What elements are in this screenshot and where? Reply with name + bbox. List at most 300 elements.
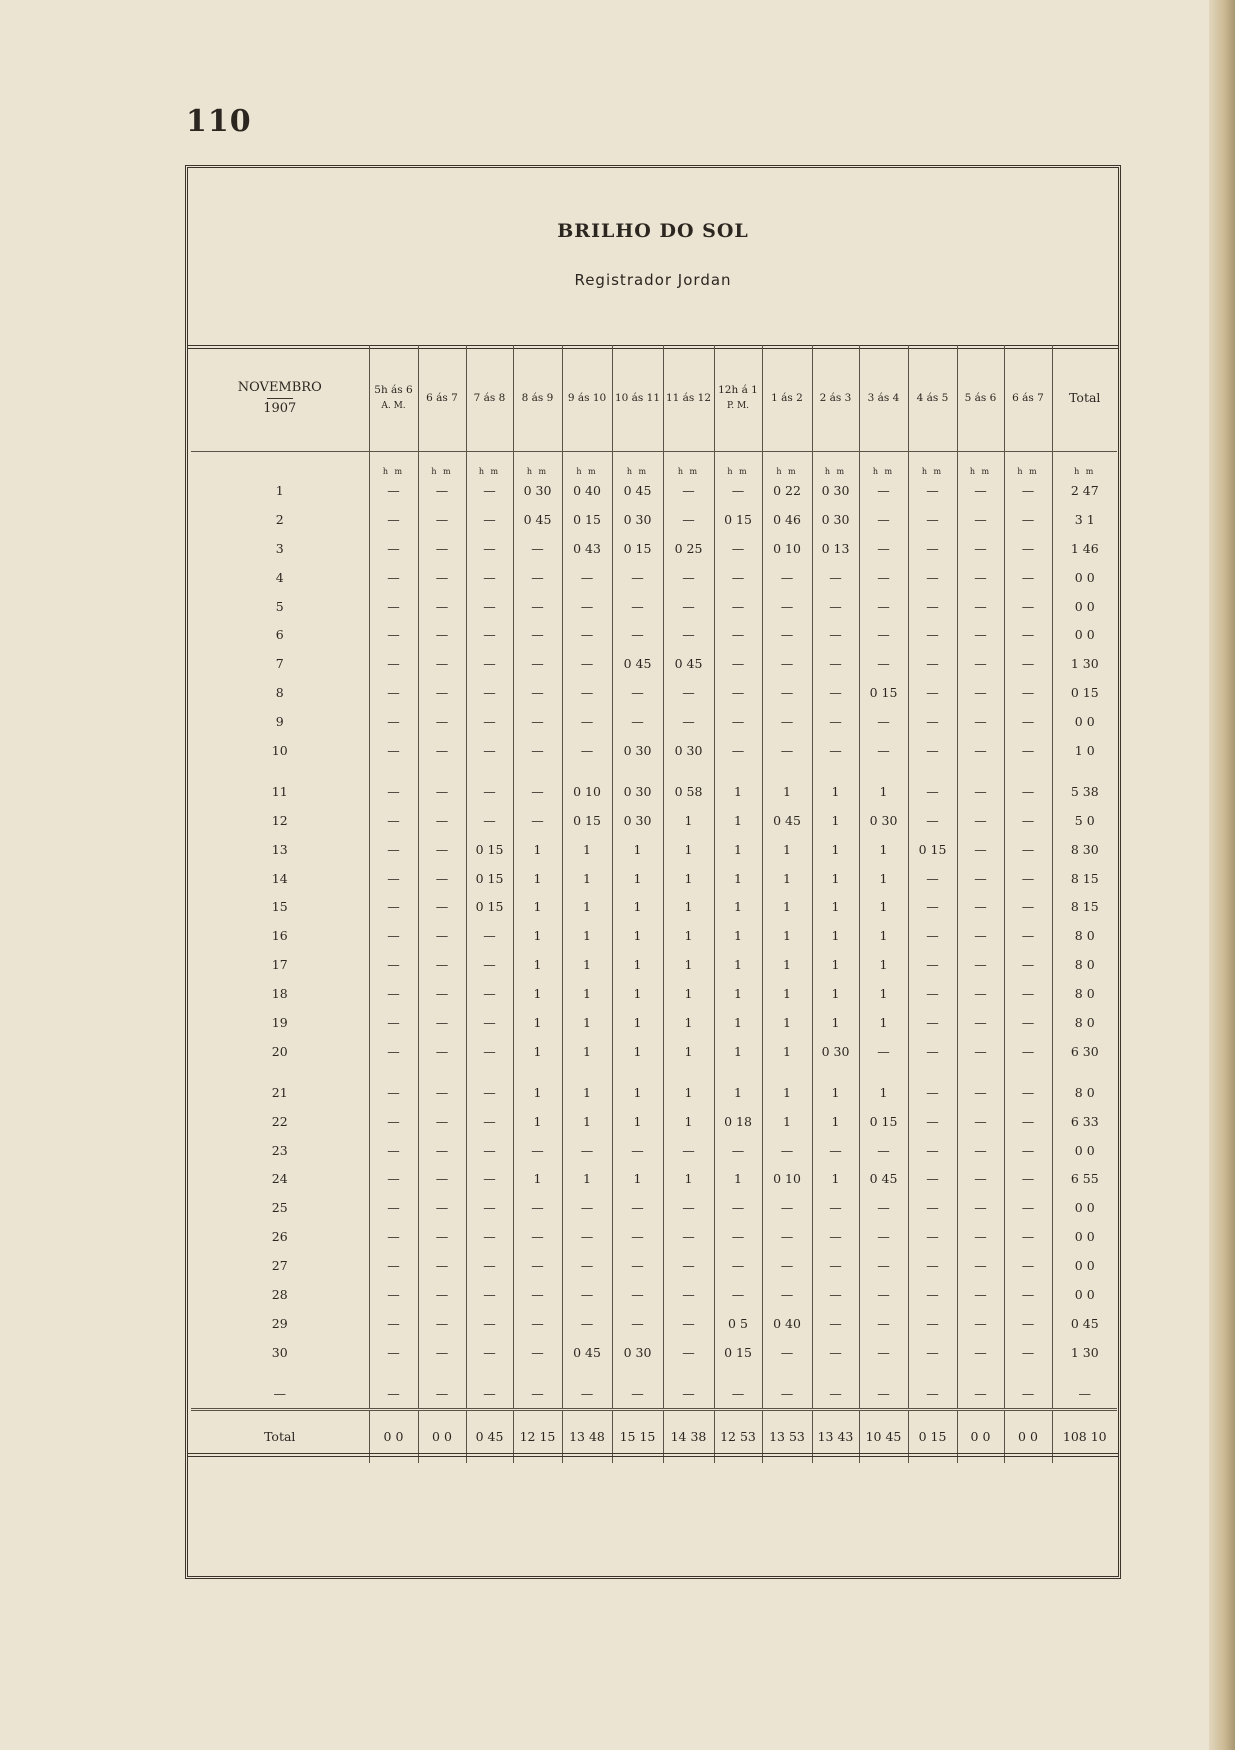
value-cell: — <box>859 534 908 563</box>
value-cell: — <box>466 592 513 621</box>
total-row-label: Total <box>191 1409 369 1463</box>
value-cell: — <box>418 1008 466 1037</box>
value-cell: 1 <box>612 979 663 1008</box>
table-row <box>191 534 1117 563</box>
day-cell: 22 <box>271 1113 288 1129</box>
value-cell: — <box>812 620 859 649</box>
value-cell: — <box>418 1107 466 1136</box>
value-cell: — <box>369 1107 418 1136</box>
value-cell: 1 <box>513 1037 562 1066</box>
unit-label: h m <box>1004 452 1052 477</box>
total-cell: 12 15 <box>513 1409 562 1463</box>
day-cell: 21 <box>271 1084 288 1100</box>
value-cell: — <box>859 649 908 678</box>
value-cell: 0 45 <box>859 1164 908 1193</box>
value-cell: — <box>466 1136 513 1165</box>
value-cell: — <box>1004 1037 1052 1066</box>
column-label: 10 ás 11 <box>614 392 661 404</box>
day-cell: — <box>273 1385 286 1401</box>
value-cell: 1 <box>663 1107 714 1136</box>
column-label: 6 ás 7 <box>1012 392 1044 404</box>
value-cell: — <box>513 678 562 707</box>
value-cell: — <box>369 620 418 649</box>
value-cell: — <box>812 1136 859 1165</box>
value-cell: — <box>369 835 418 864</box>
value-cell: — <box>1004 1338 1052 1367</box>
value-cell: — <box>369 765 418 806</box>
value-cell: — <box>466 921 513 950</box>
value-cell: — <box>1004 835 1052 864</box>
value-cell: — <box>466 1222 513 1251</box>
day-cell: 15 <box>271 899 288 915</box>
value-cell: — <box>369 678 418 707</box>
value-cell: — <box>812 736 859 765</box>
value-cell: — <box>466 563 513 592</box>
day-cell: 12 <box>271 812 288 828</box>
value-cell: — <box>957 950 1004 979</box>
total-cell: 13 48 <box>562 1409 612 1463</box>
value-cell: — <box>957 835 1004 864</box>
table-row <box>191 950 1117 979</box>
value-cell: — <box>466 1251 513 1280</box>
value-cell: — <box>369 534 418 563</box>
value-cell: 1 <box>812 864 859 893</box>
value-cell: — <box>714 649 762 678</box>
value-cell: — <box>859 1193 908 1222</box>
value-cell: — <box>859 505 908 534</box>
value-cell: 1 <box>714 921 762 950</box>
day-cell: 14 <box>271 870 288 886</box>
column-header <box>812 345 859 452</box>
value-cell: — <box>714 1251 762 1280</box>
value-cell: 1 <box>812 1066 859 1107</box>
value-cell: — <box>908 1193 957 1222</box>
value-cell: — <box>908 921 957 950</box>
value-cell: — <box>957 979 1004 1008</box>
month-header: NOVEMBRO <box>237 379 322 395</box>
column-label: 2 ás 3 <box>819 392 852 404</box>
header-row <box>191 345 1117 452</box>
value-cell: — <box>466 736 513 765</box>
value-cell: — <box>663 592 714 621</box>
day-cell: 18 <box>271 986 288 1002</box>
value-cell: 0 15 <box>908 835 957 864</box>
month-header-cell <box>191 345 369 452</box>
value-cell: — <box>466 534 513 563</box>
value-cell: 1 <box>859 835 908 864</box>
value-cell: — <box>663 1309 714 1338</box>
day-cell: 30 <box>271 1344 288 1360</box>
value-cell: — <box>957 678 1004 707</box>
value-cell: 0 45 <box>762 806 812 835</box>
value-cell: — <box>513 534 562 563</box>
value-cell: — <box>369 707 418 736</box>
value-cell: — <box>957 1251 1004 1280</box>
value-cell: — <box>369 563 418 592</box>
value-cell: 0 15 <box>714 505 762 534</box>
value-cell: — <box>612 620 663 649</box>
value-cell: — <box>418 1193 466 1222</box>
unit-row <box>191 452 1117 477</box>
table-row <box>191 1107 1117 1136</box>
value-cell: 1 <box>714 864 762 893</box>
total-cell: 0 0 <box>418 1409 466 1463</box>
value-cell: — <box>1052 1367 1117 1409</box>
value-cell: 0 30 <box>859 806 908 835</box>
value-cell: — <box>663 563 714 592</box>
value-cell: — <box>714 678 762 707</box>
value-cell: 1 <box>663 1008 714 1037</box>
value-cell: — <box>714 620 762 649</box>
value-cell: — <box>762 736 812 765</box>
value-cell: — <box>812 678 859 707</box>
value-cell: — <box>957 806 1004 835</box>
value-cell: 1 <box>663 1037 714 1066</box>
table-row <box>191 892 1117 921</box>
value-cell: 1 30 <box>1052 649 1117 678</box>
value-cell: 0 15 <box>562 505 612 534</box>
day-cell: 27 <box>271 1258 288 1274</box>
value-cell: 1 <box>612 921 663 950</box>
value-cell: — <box>369 1193 418 1222</box>
value-cell: 1 <box>859 921 908 950</box>
value-cell: — <box>562 1193 612 1222</box>
value-cell: 1 <box>562 835 612 864</box>
value-cell: — <box>908 806 957 835</box>
value-cell: — <box>466 707 513 736</box>
value-cell: 1 <box>513 835 562 864</box>
value-cell: — <box>1004 649 1052 678</box>
value-cell: 1 <box>812 950 859 979</box>
value-cell: 6 33 <box>1052 1107 1117 1136</box>
value-cell: — <box>1004 1251 1052 1280</box>
column-label: 11 ás 12 <box>665 392 712 404</box>
value-cell: 1 <box>762 892 812 921</box>
value-cell: — <box>369 476 418 505</box>
value-cell: — <box>663 678 714 707</box>
day-cell: 26 <box>271 1229 288 1245</box>
value-cell: — <box>513 1309 562 1338</box>
value-cell: 5 38 <box>1052 765 1117 806</box>
column-label: 4 ás 5 <box>916 392 949 404</box>
value-cell: — <box>908 620 957 649</box>
table-row <box>191 592 1117 621</box>
table-row <box>191 736 1117 765</box>
column-header <box>957 345 1004 452</box>
value-cell: — <box>908 1251 957 1280</box>
value-cell: 0 15 <box>1052 678 1117 707</box>
value-cell: 0 10 <box>762 534 812 563</box>
value-cell: — <box>562 1251 612 1280</box>
column-sublabel: P. M. <box>726 401 750 411</box>
table-row <box>191 1193 1117 1222</box>
value-cell: 1 <box>513 864 562 893</box>
value-cell: — <box>859 707 908 736</box>
value-cell: — <box>908 1367 957 1409</box>
value-cell: — <box>513 806 562 835</box>
value-cell: 1 <box>663 835 714 864</box>
day-cell: 29 <box>271 1315 288 1331</box>
total-cell: 13 43 <box>812 1409 859 1463</box>
value-cell: 1 <box>812 921 859 950</box>
day-cell: 20 <box>271 1043 288 1059</box>
value-cell: 1 <box>762 1037 812 1066</box>
value-cell: — <box>957 505 1004 534</box>
value-cell: — <box>957 1280 1004 1309</box>
value-cell: — <box>714 476 762 505</box>
value-cell: 0 0 <box>1052 1251 1117 1280</box>
value-cell: 1 <box>663 864 714 893</box>
value-cell: — <box>812 1367 859 1409</box>
value-cell: — <box>1004 707 1052 736</box>
value-cell: 8 0 <box>1052 979 1117 1008</box>
value-cell: — <box>1004 1008 1052 1037</box>
value-cell: — <box>859 1136 908 1165</box>
value-cell: 1 <box>812 1164 859 1193</box>
unit-label: h m <box>418 452 466 477</box>
value-cell: — <box>1004 1066 1052 1107</box>
value-cell: — <box>466 979 513 1008</box>
unit-label: h m <box>859 452 908 477</box>
value-cell: — <box>663 1338 714 1367</box>
value-cell: — <box>562 1222 612 1251</box>
value-cell: — <box>418 1136 466 1165</box>
value-cell: 0 0 <box>1052 1193 1117 1222</box>
value-cell: 0 40 <box>762 1309 812 1338</box>
value-cell: — <box>957 563 1004 592</box>
value-cell: 1 <box>812 835 859 864</box>
value-cell: — <box>562 678 612 707</box>
value-cell: — <box>663 1367 714 1409</box>
value-cell: 1 <box>714 765 762 806</box>
value-cell: 0 30 <box>612 765 663 806</box>
value-cell: — <box>957 1367 1004 1409</box>
value-cell: 1 <box>663 892 714 921</box>
value-cell: — <box>562 707 612 736</box>
table-row <box>191 1164 1117 1193</box>
value-cell: — <box>466 1280 513 1309</box>
value-cell: — <box>859 1309 908 1338</box>
value-cell: 1 <box>762 921 812 950</box>
total-cell: 13 53 <box>762 1409 812 1463</box>
value-cell: — <box>1004 1367 1052 1409</box>
value-cell: — <box>369 950 418 979</box>
value-cell: — <box>812 592 859 621</box>
value-cell: — <box>418 736 466 765</box>
value-cell: — <box>1004 979 1052 1008</box>
table-row <box>191 921 1117 950</box>
value-cell: 0 30 <box>513 476 562 505</box>
value-cell: — <box>663 707 714 736</box>
day-cell: 8 <box>275 685 284 701</box>
value-cell: 1 <box>562 950 612 979</box>
value-cell: — <box>714 592 762 621</box>
value-cell: — <box>957 892 1004 921</box>
value-cell: — <box>513 592 562 621</box>
value-cell: — <box>957 864 1004 893</box>
value-cell: 1 0 <box>1052 736 1117 765</box>
value-cell: 1 <box>859 765 908 806</box>
value-cell: — <box>1004 563 1052 592</box>
value-cell: — <box>762 592 812 621</box>
day-cell: 19 <box>271 1014 288 1030</box>
value-cell: — <box>1004 1164 1052 1193</box>
value-cell: 0 45 <box>663 649 714 678</box>
value-cell: — <box>957 1107 1004 1136</box>
value-cell: 1 <box>562 1008 612 1037</box>
value-cell: — <box>466 649 513 678</box>
value-cell: — <box>957 1309 1004 1338</box>
value-cell: — <box>762 1222 812 1251</box>
value-cell: — <box>418 892 466 921</box>
value-cell: 1 <box>714 1008 762 1037</box>
value-cell: 1 <box>859 1008 908 1037</box>
page-subtitle: Registrador Jordan <box>574 271 732 289</box>
value-cell: — <box>1004 1309 1052 1338</box>
value-cell: — <box>466 1367 513 1409</box>
unit-label: h m <box>513 452 562 477</box>
value-cell: — <box>562 1280 612 1309</box>
value-cell: 1 <box>714 950 762 979</box>
value-cell: — <box>466 1164 513 1193</box>
value-cell: 1 <box>714 1066 762 1107</box>
day-cell: 11 <box>271 783 288 799</box>
value-cell: — <box>562 736 612 765</box>
value-cell: 8 30 <box>1052 835 1117 864</box>
value-cell: — <box>762 707 812 736</box>
page-title: BRILHO DO SOL <box>557 220 749 242</box>
column-header <box>762 345 812 452</box>
value-cell: — <box>1004 950 1052 979</box>
value-cell: — <box>369 1309 418 1338</box>
unit-label: h m <box>812 452 859 477</box>
value-cell: — <box>369 1037 418 1066</box>
value-cell: — <box>562 620 612 649</box>
value-cell: 1 30 <box>1052 1338 1117 1367</box>
day-cell: 2 <box>275 511 284 527</box>
day-cell: 4 <box>275 569 284 585</box>
table-row <box>191 476 1117 505</box>
column-label: 8 ás 9 <box>521 392 554 404</box>
day-cell: 28 <box>271 1286 288 1302</box>
value-cell: — <box>957 921 1004 950</box>
value-cell: — <box>369 1280 418 1309</box>
value-cell: — <box>418 1164 466 1193</box>
value-cell: 0 30 <box>812 505 859 534</box>
value-cell: 0 0 <box>1052 620 1117 649</box>
table-row <box>191 1367 1117 1409</box>
value-cell: 0 13 <box>812 534 859 563</box>
day-cell: 17 <box>271 957 288 973</box>
table-row <box>191 707 1117 736</box>
column-header <box>859 345 908 452</box>
total-cell: 0 0 <box>1004 1409 1052 1463</box>
value-cell: 1 <box>663 921 714 950</box>
value-cell: 8 0 <box>1052 950 1117 979</box>
value-cell: — <box>1004 921 1052 950</box>
value-cell: — <box>957 1164 1004 1193</box>
value-cell: 0 30 <box>663 736 714 765</box>
table-row <box>191 1037 1117 1066</box>
value-cell: 0 15 <box>714 1338 762 1367</box>
value-cell: — <box>418 950 466 979</box>
value-cell: 1 <box>714 835 762 864</box>
table-row <box>191 806 1117 835</box>
value-cell: — <box>1004 1107 1052 1136</box>
value-cell: 0 45 <box>612 476 663 505</box>
column-header <box>714 345 762 452</box>
value-cell: 0 25 <box>663 534 714 563</box>
value-cell: — <box>762 1367 812 1409</box>
value-cell: — <box>612 1367 663 1409</box>
table-body <box>191 452 1117 1410</box>
value-cell: — <box>663 476 714 505</box>
value-cell: — <box>513 1367 562 1409</box>
value-cell: — <box>369 1008 418 1037</box>
column-label: 9 ás 10 <box>567 392 607 404</box>
value-cell: 1 <box>812 892 859 921</box>
value-cell: — <box>908 476 957 505</box>
table-row <box>191 835 1117 864</box>
value-cell: — <box>908 892 957 921</box>
day-cell: 1 <box>275 482 284 498</box>
value-cell: — <box>513 1280 562 1309</box>
table-wrap <box>191 345 1115 1453</box>
value-cell: — <box>418 592 466 621</box>
value-cell: — <box>612 678 663 707</box>
value-cell: — <box>466 505 513 534</box>
value-cell: 1 <box>663 950 714 979</box>
column-sublabel: A. M. <box>381 401 406 411</box>
value-cell: 0 30 <box>612 736 663 765</box>
value-cell: — <box>957 534 1004 563</box>
value-cell: — <box>859 1338 908 1367</box>
value-cell: — <box>859 1037 908 1066</box>
value-cell: 0 0 <box>1052 1280 1117 1309</box>
table-row <box>191 864 1117 893</box>
value-cell: 0 0 <box>1052 563 1117 592</box>
day-cell: 10 <box>271 742 288 758</box>
value-cell: — <box>957 1338 1004 1367</box>
value-cell: — <box>957 1066 1004 1107</box>
value-cell: — <box>1004 505 1052 534</box>
value-cell: 1 <box>612 864 663 893</box>
value-cell: — <box>466 620 513 649</box>
value-cell: — <box>908 765 957 806</box>
value-cell: — <box>513 1136 562 1165</box>
value-cell: 6 55 <box>1052 1164 1117 1193</box>
value-cell: 1 <box>812 979 859 1008</box>
value-cell: — <box>859 1280 908 1309</box>
footer-rule <box>188 1453 1118 1457</box>
value-cell: — <box>418 835 466 864</box>
value-cell: — <box>859 1222 908 1251</box>
value-cell: — <box>513 765 562 806</box>
value-cell: — <box>369 979 418 1008</box>
value-cell: 1 <box>663 806 714 835</box>
value-cell: — <box>1004 1280 1052 1309</box>
value-cell: — <box>418 1066 466 1107</box>
day-cell: 23 <box>271 1142 288 1158</box>
column-header <box>466 345 513 452</box>
value-cell: — <box>562 592 612 621</box>
value-cell: 0 0 <box>1052 1222 1117 1251</box>
value-cell: — <box>957 1008 1004 1037</box>
value-cell: 1 <box>714 806 762 835</box>
value-cell: — <box>663 1251 714 1280</box>
value-cell: — <box>908 979 957 1008</box>
value-cell: — <box>1004 892 1052 921</box>
